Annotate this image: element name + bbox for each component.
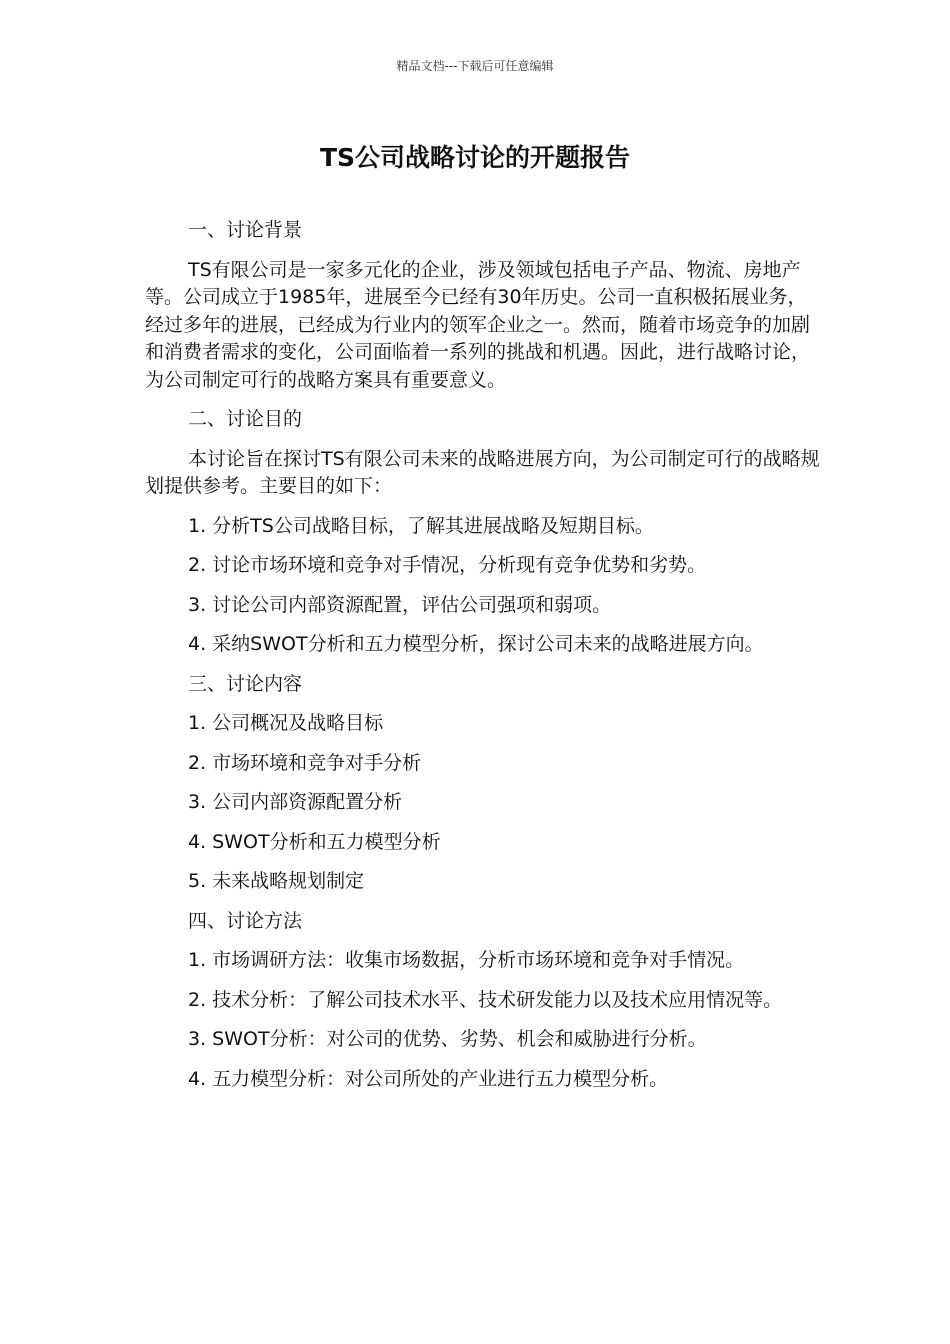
section-heading-method: 四、讨论方法	[188, 909, 303, 932]
content-item-1: 1. 公司概况及战略目标	[188, 712, 384, 734]
purpose-item-3: 3. 讨论公司内部资源配置，评估公司强项和弱项。	[188, 593, 612, 616]
content-item-2: 2. 市场环境和竞争对手分析	[188, 751, 422, 774]
document-body	[145, 217, 825, 1105]
purpose-item-4: 4. 采纳SWOT分析和五力模型分析，探讨公司未来的战略进展方向。	[188, 633, 764, 655]
method-item-3: 3. SWOT分析：对公司的优势、劣势、机会和威胁进行分析。	[188, 1028, 707, 1050]
content-item-4: 4. SWOT分析和五力模型分析	[188, 830, 441, 853]
background-paragraph: TS有限公司是一家多元化的企业，涉及领域包括电子产品、物流、房地产等。公司成立于1985年，进展至今已经有30年历史。公司一直积极拓展业务，经过多年的进展，已经成为行业内的领军企业之一。然而，随着市场竞争的加剧和消费者需求的变化，公司面临着一系列的挑战和机遇。因此，进行战略讨论，为公司制定可行的战略方案具有重要意义。	[145, 258, 811, 391]
purpose-item-1: 1. 分析TS公司战略目标，了解其进展战略及短期目标。	[188, 514, 654, 537]
method-item-2: 2. 技术分析：了解公司技术水平、技术研发能力以及技术应用情况等。	[188, 988, 783, 1011]
purpose-item-2: 2. 讨论市场环境和竞争对手情况，分析现有竞争优势和劣势。	[188, 554, 707, 576]
section-heading-content: 三、讨论内容	[188, 672, 303, 695]
section-heading-background: 一、讨论背景	[188, 219, 303, 241]
purpose-paragraph: 本讨论旨在探讨TS有限公司未来的战略进展方向，为公司制定可行的战略规划提供参考。主要目的如下：	[145, 447, 820, 497]
content-item-5: 5. 未来战略规划制定	[188, 870, 365, 892]
method-item-1: 1. 市场调研方法：收集市场数据，分析市场环境和竞争对手情况。	[188, 949, 745, 971]
page-header-note: 精品文档---下载后可任意编辑	[396, 59, 554, 73]
method-item-4: 4. 五力模型分析：对公司所处的产业进行五力模型分析。	[188, 1067, 669, 1090]
document-title: TS公司战略讨论的开题报告	[319, 143, 631, 172]
section-heading-purpose: 二、讨论目的	[188, 408, 303, 430]
content-item-3: 3. 公司内部资源配置分析	[188, 791, 403, 813]
